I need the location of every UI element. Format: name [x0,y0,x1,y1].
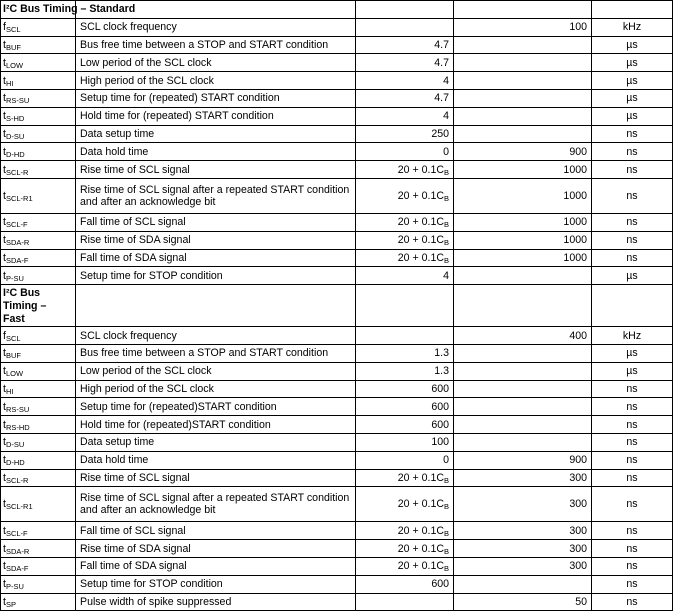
param-symbol-subscript: HI [5,78,14,88]
table-row [1,107,673,125]
param-min-value: 0 [443,454,449,467]
param-max: 100 [454,18,592,36]
param-min-subscript: B [443,255,449,265]
param-max [454,125,592,143]
param-symbol-subscript: LOW [5,369,24,379]
param-symbol [1,72,76,90]
table-row [1,249,673,267]
param-symbol [1,398,76,416]
param-max [454,72,592,90]
param-description: Setup time for STOP condition [76,267,356,285]
table-row [1,36,673,54]
param-min [356,125,454,143]
param-symbol-subscript: SCL-R [5,475,29,485]
param-symbol-subscript: RS-SU [5,404,30,414]
param-symbol-subscript: RS-SU [5,96,30,106]
param-unit: ns [592,575,673,593]
param-min-value: 4 [443,110,449,123]
param-min [356,487,454,522]
param-unit: ns [592,380,673,398]
param-min-value: 20 + 0.1C [397,189,444,202]
section-header-blank [454,1,592,19]
param-symbol [1,89,76,107]
param-max [454,107,592,125]
param-symbol [1,267,76,285]
param-symbol-letter: t [3,110,6,123]
param-symbol-subscript: BUF [5,351,21,361]
param-symbol-subscript: SCL-R [5,167,29,177]
param-symbol-subscript: SCL [5,25,21,35]
param-min-value: 0 [443,145,449,158]
param-min-value: 600 [431,418,449,431]
param-unit: ns [592,231,673,249]
param-min [356,362,454,380]
param-min-subscript: B [443,564,449,574]
param-max [454,36,592,54]
param-min-subscript: B [443,220,449,230]
param-symbol [1,433,76,451]
param-symbol-letter: t [3,498,6,511]
section-title: I²C Bus Timing – Fast [3,287,47,326]
table-row [1,344,673,362]
param-symbol-letter: t [3,560,6,573]
param-symbol-letter: t [3,418,6,431]
param-description: High period of the SCL clock [76,380,356,398]
param-min [356,398,454,416]
param-symbol-letter: t [3,189,6,202]
param-min [356,72,454,90]
param-min [356,327,454,345]
param-min [356,161,454,179]
param-description: Low period of the SCL clock [76,54,356,72]
param-max [454,344,592,362]
param-symbol-subscript: SCL-R1 [5,193,33,203]
param-symbol [1,231,76,249]
param-symbol [1,522,76,540]
param-max [454,380,592,398]
param-symbol-letter: t [3,436,6,449]
param-max: 300 [454,487,592,522]
param-min [356,575,454,593]
param-symbol [1,143,76,161]
param-symbol [1,107,76,125]
param-symbol-letter: t [3,56,6,69]
param-min-value: 20 + 0.1C [397,234,444,247]
param-unit: µs [592,362,673,380]
param-symbol [1,161,76,179]
param-min-value: 4.7 [434,56,449,69]
param-min-value: 600 [431,400,449,413]
param-description: Rise time of SDA signal [76,540,356,558]
table-row [1,327,673,345]
param-symbol [1,18,76,36]
param-description: Rise time of SCL signal [76,469,356,487]
param-min-value: 600 [431,382,449,395]
table-row [1,89,673,107]
param-description: Rise time of SCL signal [76,161,356,179]
param-symbol-letter: t [3,454,6,467]
param-max: 300 [454,522,592,540]
param-symbol-subscript: P-SU [5,582,24,592]
param-symbol-letter: t [3,542,6,555]
param-unit: µs [592,72,673,90]
param-symbol [1,327,76,345]
param-unit: µs [592,54,673,72]
param-symbol [1,540,76,558]
param-symbol [1,451,76,469]
param-symbol [1,249,76,267]
param-min-value: 4 [443,269,449,282]
param-symbol-subscript: D-HD [5,149,25,159]
param-symbol-letter: t [3,400,6,413]
table-row [1,575,673,593]
param-symbol-subscript: P-SU [5,273,24,283]
param-symbol-letter: f [3,21,6,34]
table-row [1,178,673,213]
param-unit: ns [592,522,673,540]
table-row [1,380,673,398]
param-symbol-subscript: SCL-F [5,528,28,538]
param-description: Hold time for (repeated) START condition [76,107,356,125]
param-description: Rise time of SCL signal after a repeated START condition and after an acknowledge bit [76,178,356,213]
param-max: 300 [454,469,592,487]
table-row [1,416,673,434]
param-max: 1000 [454,161,592,179]
param-description: SCL clock frequency [76,327,356,345]
table-row [1,18,673,36]
param-min-value: 250 [431,127,449,140]
param-symbol-subscript: D-SU [5,131,25,141]
section-header-blank [592,285,673,327]
param-min-value: 20 + 0.1C [397,524,444,537]
table-row [1,398,673,416]
section-title-cell [1,285,76,327]
param-max: 1000 [454,249,592,267]
param-description: Data hold time [76,451,356,469]
param-min-value: 100 [431,436,449,449]
param-symbol [1,593,76,611]
param-min [356,557,454,575]
param-symbol [1,416,76,434]
table-row [1,267,673,285]
section-header-row [1,1,673,19]
param-unit: µs [592,344,673,362]
i2c-timing-table-body [1,1,673,611]
param-min-value: 20 + 0.1C [397,251,444,264]
param-symbol-subscript: SP [5,599,16,609]
param-description: Data setup time [76,433,356,451]
param-symbol-letter: t [3,382,6,395]
param-min [356,143,454,161]
param-min-value: 1.3 [434,365,449,378]
param-description: Fall time of SCL signal [76,213,356,231]
param-min-subscript: B [443,193,449,203]
param-max [454,89,592,107]
param-unit: µs [592,36,673,54]
section-header-blank [592,1,673,19]
param-symbol-letter: f [3,329,6,342]
param-min [356,249,454,267]
param-min-value: 1.3 [434,347,449,360]
param-description: Rise time of SDA signal [76,231,356,249]
param-symbol-letter: t [3,524,6,537]
param-min-value: 4 [443,74,449,87]
param-description: SCL clock frequency [76,18,356,36]
param-symbol-letter: t [3,163,6,176]
param-symbol-subscript: LOW [5,60,24,70]
param-min-subscript: B [443,238,449,248]
param-min-value: 4.7 [434,38,449,51]
param-min [356,469,454,487]
param-symbol-subscript: SCL [5,333,21,343]
param-min [356,416,454,434]
param-unit: µs [592,267,673,285]
param-unit: ns [592,213,673,231]
param-unit: ns [592,398,673,416]
param-max [454,433,592,451]
param-symbol-subscript: SDA-R [5,238,30,248]
param-min [356,213,454,231]
param-max: 1000 [454,213,592,231]
param-min [356,451,454,469]
param-max [454,575,592,593]
param-unit: ns [592,451,673,469]
param-unit: ns [592,416,673,434]
param-unit: µs [592,107,673,125]
param-min [356,267,454,285]
param-max [454,54,592,72]
param-symbol-subscript: D-HD [5,458,25,468]
param-max: 900 [454,451,592,469]
param-unit: ns [592,593,673,611]
param-min [356,89,454,107]
param-symbol [1,54,76,72]
param-description: Setup time for STOP condition [76,575,356,593]
param-symbol-subscript: SDA-F [5,564,29,574]
param-symbol-letter: t [3,216,6,229]
param-unit: ns [592,125,673,143]
param-max [454,398,592,416]
param-min [356,522,454,540]
param-symbol-subscript: S-HD [5,114,25,124]
param-symbol [1,575,76,593]
param-unit: ns [592,249,673,267]
param-unit: µs [592,89,673,107]
param-symbol-letter: t [3,127,6,140]
param-description: Bus free time between a STOP and START condition [76,344,356,362]
table-row [1,522,673,540]
param-symbol-letter: t [3,234,6,247]
param-min [356,107,454,125]
param-max [454,362,592,380]
param-description: Low period of the SCL clock [76,362,356,380]
param-unit: ns [592,433,673,451]
param-symbol-subscript: BUF [5,42,21,52]
param-symbol-letter: t [3,38,6,51]
param-min [356,36,454,54]
param-description: Rise time of SCL signal after a repeated START condition and after an acknowledge bit [76,487,356,522]
param-symbol [1,125,76,143]
param-symbol-subscript: D-SU [5,440,25,450]
param-min [356,540,454,558]
section-header-blank [454,285,592,327]
param-symbol-letter: t [3,578,6,591]
param-min-value: 20 + 0.1C [397,542,444,555]
section-header-blank [76,285,356,327]
param-unit: ns [592,143,673,161]
param-description: Setup time for (repeated) START condition [76,89,356,107]
param-symbol-letter: t [3,251,6,264]
param-symbol-subscript: HI [5,386,14,396]
table-row [1,231,673,249]
table-row [1,433,673,451]
table-row [1,125,673,143]
param-min-value: 20 + 0.1C [397,163,444,176]
param-max: 900 [454,143,592,161]
param-symbol-letter: t [3,74,6,87]
table-row [1,451,673,469]
param-min [356,54,454,72]
param-symbol-subscript: SDA-R [5,546,30,556]
param-symbol [1,213,76,231]
param-symbol [1,36,76,54]
param-description: Fall time of SDA signal [76,557,356,575]
param-description: Data setup time [76,125,356,143]
section-header-row [1,285,673,327]
param-min [356,433,454,451]
table-row [1,540,673,558]
param-min-value: 20 + 0.1C [397,471,444,484]
param-symbol [1,487,76,522]
param-symbol-subscript: RS-HD [5,422,30,432]
param-min-subscript: B [443,528,449,538]
table-row [1,72,673,90]
param-symbol [1,344,76,362]
param-description: Pulse width of spike suppressed [76,593,356,611]
section-header-blank [356,285,454,327]
param-description: Fall time of SCL signal [76,522,356,540]
param-symbol-letter: t [3,269,6,282]
param-description: Bus free time between a STOP and START condition [76,36,356,54]
param-max: 1000 [454,231,592,249]
section-header-blank [356,1,454,19]
param-symbol-letter: t [3,595,6,608]
param-unit: ns [592,557,673,575]
param-min [356,18,454,36]
param-unit: kHz [592,18,673,36]
table-row [1,54,673,72]
param-min-value: 600 [431,578,449,591]
param-min [356,593,454,611]
param-min [356,380,454,398]
param-unit: ns [592,178,673,213]
param-max: 300 [454,540,592,558]
param-symbol [1,557,76,575]
param-symbol-subscript: SCL-R1 [5,502,33,512]
table-row [1,362,673,380]
param-max: 50 [454,593,592,611]
param-description: High period of the SCL clock [76,72,356,90]
param-symbol [1,469,76,487]
param-min-value: 20 + 0.1C [397,498,444,511]
table-row [1,593,673,611]
param-max: 300 [454,557,592,575]
param-symbol-letter: t [3,92,6,105]
param-unit: ns [592,469,673,487]
param-symbol [1,380,76,398]
table-row [1,161,673,179]
section-title: I²C Bus Timing – Standard [3,3,136,15]
table-row [1,557,673,575]
table-row [1,213,673,231]
param-unit: kHz [592,327,673,345]
param-max [454,416,592,434]
param-unit: ns [592,487,673,522]
param-symbol [1,362,76,380]
param-description: Data hold time [76,143,356,161]
param-max [454,267,592,285]
param-min-value: 20 + 0.1C [397,560,444,573]
param-max: 1000 [454,178,592,213]
param-min [356,178,454,213]
param-unit: ns [592,161,673,179]
param-symbol-letter: t [3,365,6,378]
param-symbol-subscript: SDA-F [5,255,29,265]
table-row [1,487,673,522]
param-min-value: 20 + 0.1C [397,216,444,229]
param-max: 400 [454,327,592,345]
param-min-subscript: B [443,167,449,177]
table-row [1,469,673,487]
param-min [356,344,454,362]
param-description: Setup time for (repeated)START condition [76,398,356,416]
section-title-cell [1,1,136,19]
table-row [1,143,673,161]
param-min-subscript: B [443,475,449,485]
param-symbol-letter: t [3,347,6,360]
param-symbol-letter: t [3,471,6,484]
param-min [356,231,454,249]
param-min-value: 4.7 [434,92,449,105]
param-unit: ns [592,540,673,558]
param-symbol [1,178,76,213]
param-min-subscript: B [443,546,449,556]
param-description: Fall time of SDA signal [76,249,356,267]
param-description: Hold time for (repeated)START condition [76,416,356,434]
param-symbol-letter: t [3,145,6,158]
param-symbol-subscript: SCL-F [5,220,28,230]
param-min-subscript: B [443,502,449,512]
